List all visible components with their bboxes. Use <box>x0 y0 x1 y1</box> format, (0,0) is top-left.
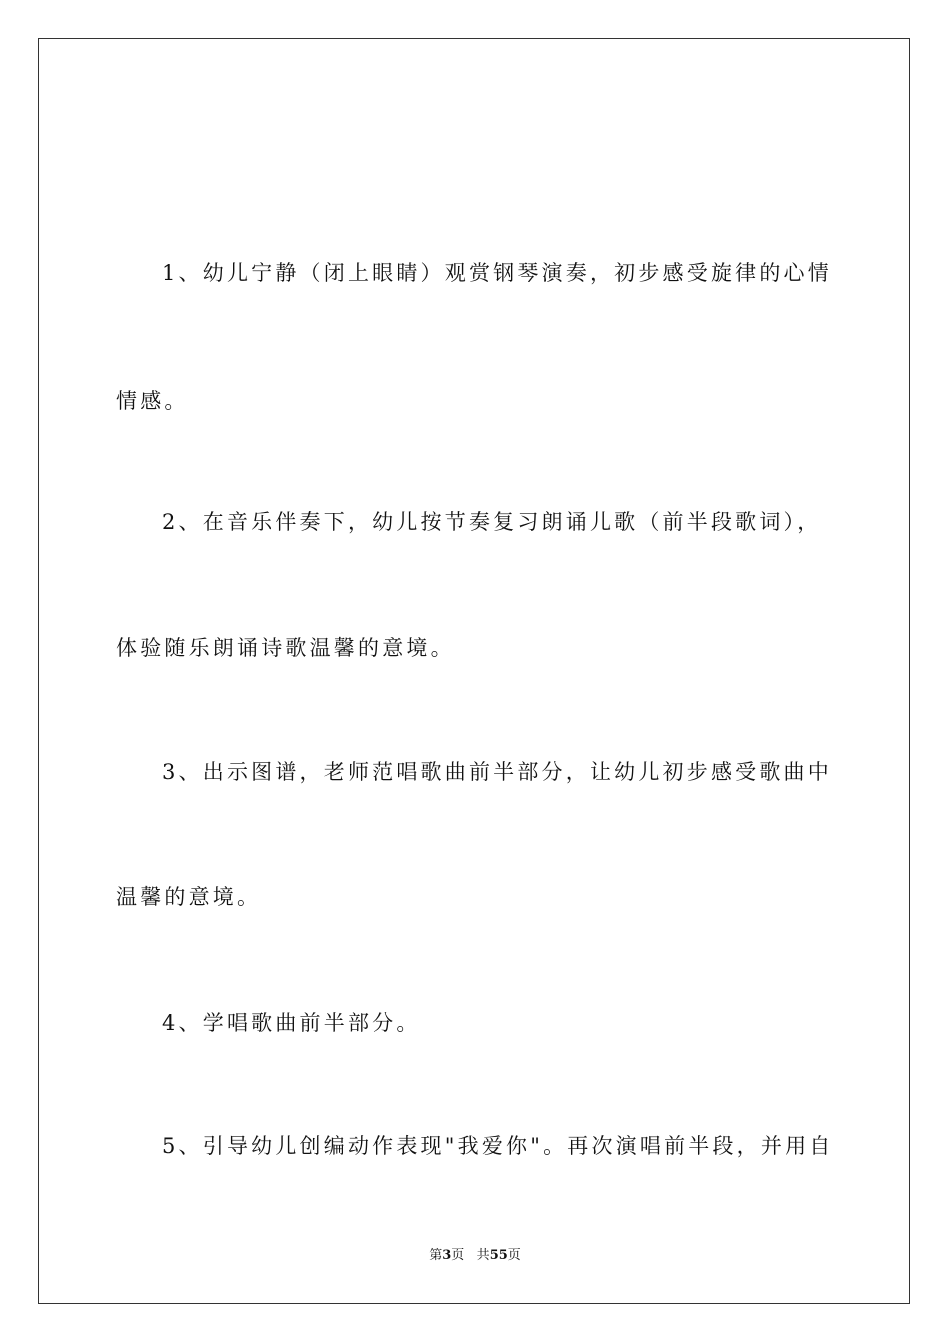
paragraph-line-7: 4、学唱歌曲前半部分。 <box>162 1011 421 1035</box>
page-number: 3 <box>442 1248 452 1263</box>
paragraph-line-8: 5、引导幼儿创编动作表现"我爱你"。再次演唱前半段，并用自 <box>162 1134 834 1158</box>
page-suffix: 页 <box>451 1248 465 1263</box>
paragraph-line-5: 3、出示图谱，老师范唱歌曲前半部分，让幼儿初步感受歌曲中 <box>162 760 832 784</box>
paragraph-line-3: 2、在音乐伴奏下，幼儿按节奏复习朗诵儿歌（前半段歌词）， <box>162 510 822 534</box>
total-prefix: 共 <box>476 1248 490 1263</box>
total-pages: 55 <box>489 1248 508 1263</box>
page-footer <box>0 1247 950 1265</box>
paragraph-line-1: 1、幼儿宁静（闭上眼睛）观赏钢琴演奏，初步感受旋律的心情 <box>162 261 832 285</box>
total-suffix: 页 <box>507 1248 521 1263</box>
page-prefix: 第 <box>429 1248 443 1263</box>
paragraph-line-6: 温馨的意境。 <box>116 885 262 909</box>
paragraph-line-2: 情感。 <box>116 389 189 413</box>
paragraph-line-4: 体验随乐朗诵诗歌温馨的意境。 <box>116 636 455 660</box>
page-border <box>38 38 910 1304</box>
